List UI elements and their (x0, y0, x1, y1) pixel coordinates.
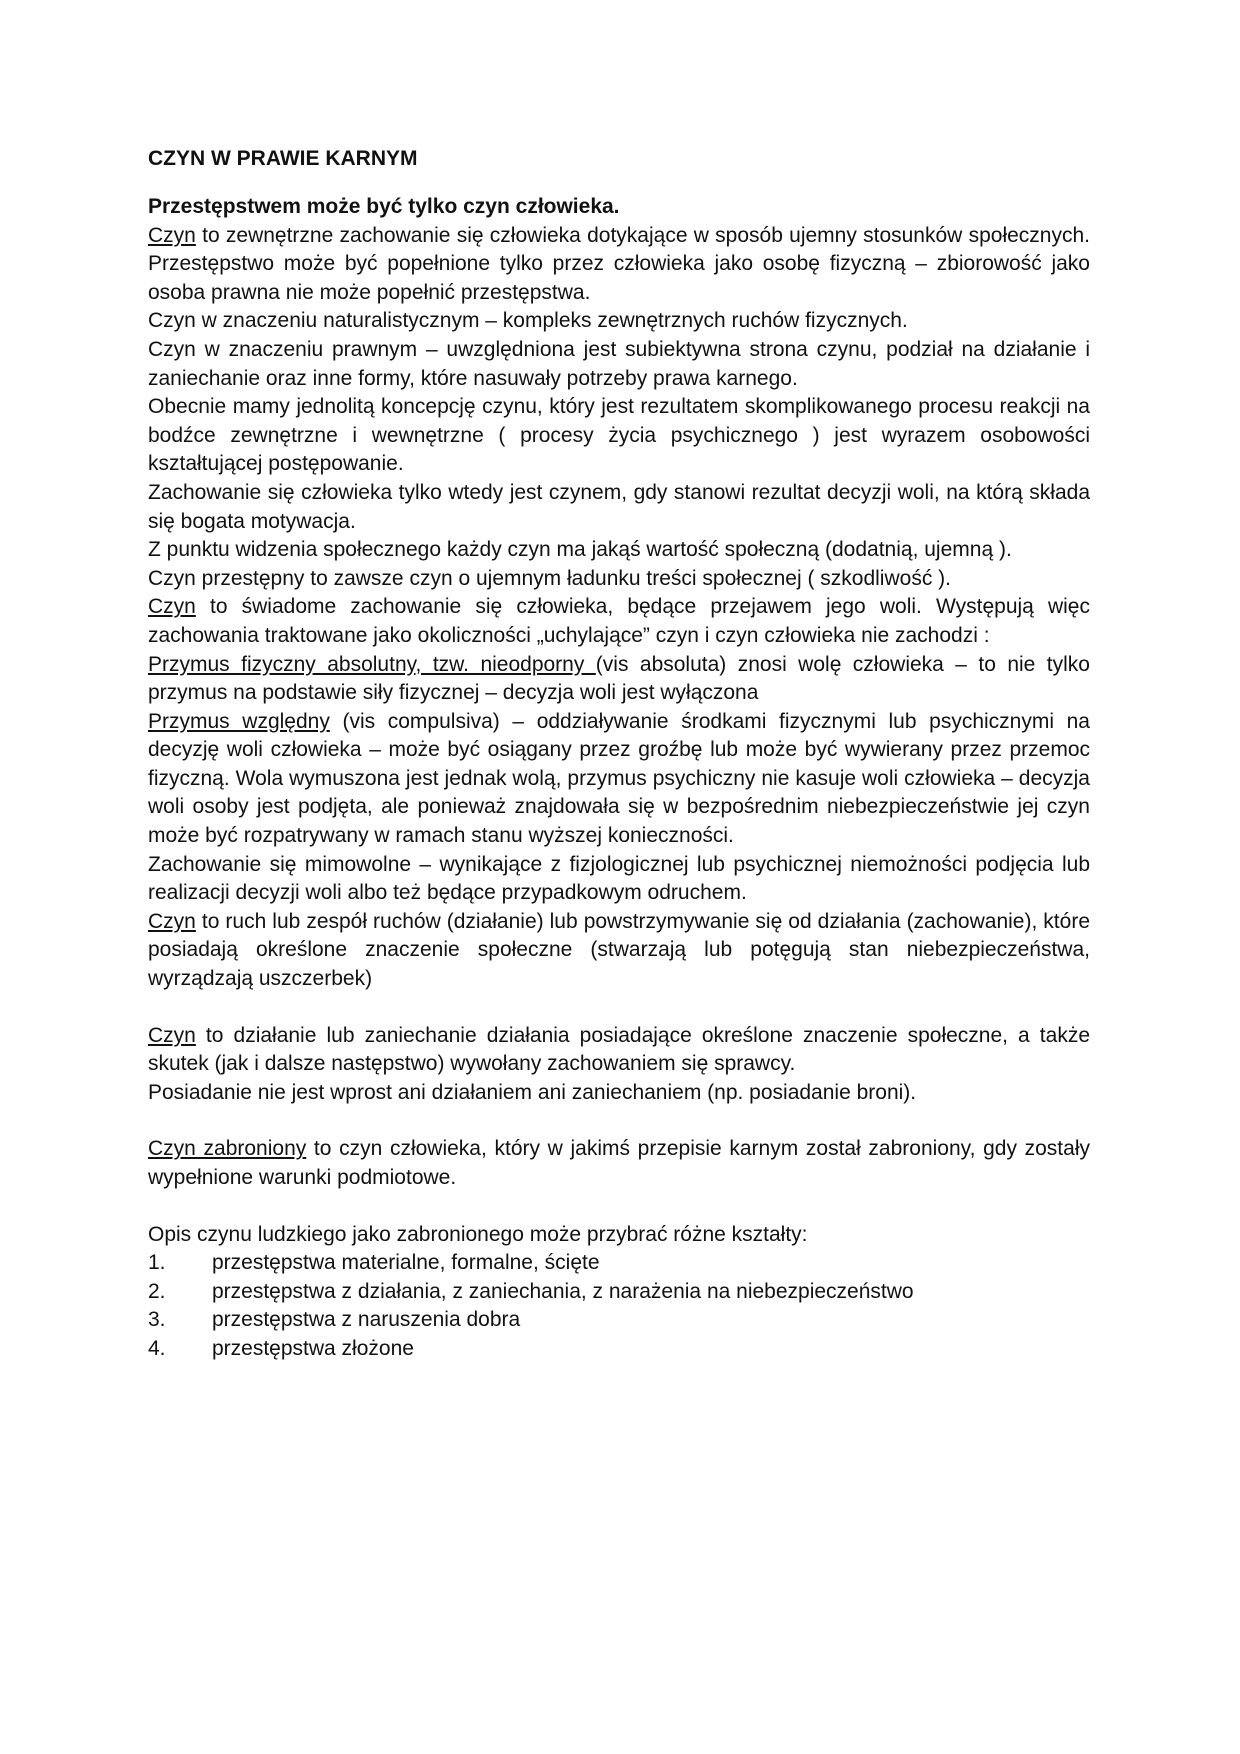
document-title: CZYN W PRAWIE KARNYM (148, 147, 418, 170)
paragraph-text: (vis compulsiva) – oddziaływanie środkami fizycznymi lub psychicznymi na decyzję woli człowieka – może być osiągany przez groźbę lub może być wywierany przez przemoc fizyczną. Wola wymuszona jest jednak wolą, przymus psychiczny nie kasuje woli człowieka – decyzja woli osoby jest podjęta, ale ponieważ znajdowała się w bezpośrednim niebezpieczeństwie jej czyn może być rozpatrywany w ramach stanu wyższej konieczności. (148, 709, 1090, 848)
paragraph-text: (vis absoluta) znosi wolę człowieka – to nie tylko przymus na podstawie siły fizycznej – decyzja woli jest wyłączona (148, 652, 1090, 705)
list-number: 1. (148, 1251, 166, 1275)
paragraph-text: to działanie lub zaniechanie działania posiadające określone znaczenie społeczne, a także skutek (jak i dalsze następstwo) wywołany zachowaniem się sprawcy. (148, 1023, 1090, 1076)
paragraph-text: to ruch lub zespół ruchów (działanie) lub powstrzymywanie się od działania (zachowanie), które posiadają określone znaczenie społeczne (stwarzają lub potęgują stan niebezpieczeństwa, wyrządzają uszczerbek) (148, 909, 1090, 991)
list-item (148, 1306, 1090, 1335)
list-number: 3. (148, 1308, 166, 1332)
paragraph: Czyn przestępny to zawsze czyn o ujemnym ładunku treści społecznej ( szkodliwość ). (148, 566, 951, 590)
underlined-term: Czyn (148, 1023, 196, 1047)
paragraph: Czyn w znaczeniu naturalistycznym – kompleks zewnętrznych ruchów fizycznych. (148, 309, 908, 333)
paragraph-text: to czyn człowieka, który w jakimś przepisie karnym został zabroniony, gdy zostały wypełnione warunki podmiotowe. (148, 1137, 1090, 1189)
list-text: przestępstwa złożone (212, 1336, 414, 1360)
list-number: 2. (148, 1279, 166, 1303)
underlined-term: Czyn (148, 595, 196, 619)
spacer (148, 1193, 1090, 1221)
underlined-term: Czyn (148, 223, 196, 247)
paragraph (148, 908, 1090, 994)
paragraph: Opis czynu ludzkiego jako zabronionego może przybrać różne kształty: (148, 1222, 808, 1246)
paragraph: Obecnie mamy jednolitą koncepcję czynu, który jest rezultatem skomplikowanego procesu reakcji na bodźce zewnętrzne i wewnętrzne ( procesy życia psychicznego ) jest wyrazem osobowości kształtującej postępowanie. (148, 395, 1090, 476)
underlined-term: Czyn zabroniony (148, 1137, 307, 1161)
list-item (148, 1335, 1090, 1364)
paragraph (148, 593, 1090, 650)
document-body (148, 145, 1090, 1364)
paragraph-text: to świadome zachowanie się człowieka, będące przejawem jego woli. Występują więc zachowania traktowane jako okoliczności „uchylające” czyn i czyn człowieka nie zachodzi : (148, 595, 1090, 647)
underlined-term: Przymus fizyczny absolutny, tzw. nieodporny (148, 652, 596, 676)
paragraph (148, 222, 1090, 308)
list-text: przestępstwa materialne, formalne, ścięte (212, 1251, 600, 1275)
paragraph-text: to zewnętrzne zachowanie się człowieka dotykające w sposób ujemny stosunków społecznych. Przestępstwo może być popełnione tylko przez człowieka jako osobę fizyczną – zbiorowość jako osoba prawna nie może popełnić przestępstwa. (148, 223, 1090, 304)
list-number: 4. (148, 1336, 166, 1360)
list-text: przestępstwa z naruszenia dobra (212, 1308, 521, 1332)
list-item (148, 1278, 1090, 1307)
paragraph: Zachowanie się człowieka tylko wtedy jest czynem, gdy stanowi rezultat decyzji woli, na którą składa się bogata motywacja. (148, 480, 1090, 533)
section-heading: Przestępstwem może być tylko czyn człowieka. (148, 195, 620, 218)
paragraph: Czyn w znaczeniu prawnym – uwzględniona jest subiektywna strona czynu, podział na działanie i zaniechanie oraz inne formy, które nasuwały potrzeby prawa karnego. (148, 337, 1090, 390)
underlined-term: Czyn (148, 909, 196, 933)
numbered-list (148, 1249, 1090, 1363)
paragraph (148, 1022, 1090, 1079)
list-item (148, 1249, 1090, 1278)
underlined-term: Przymus względny (148, 709, 330, 733)
paragraph (148, 1135, 1090, 1192)
paragraph (148, 708, 1090, 851)
paragraph (148, 651, 1090, 708)
paragraph: Zachowanie się mimowolne – wynikające z fizjologicznej lub psychicznej niemożności podjęcia lub realizacji decyzji woli albo też będące przypadkowym odruchem. (148, 852, 1090, 905)
paragraph: Posiadanie nie jest wprost ani działaniem ani zaniechaniem (np. posiadanie broni). (148, 1080, 917, 1104)
list-text: przestępstwa z działania, z zaniechania, z narażenia na niebezpieczeństwo (212, 1279, 914, 1303)
paragraph: Z punktu widzenia społecznego każdy czyn ma jakąś wartość społeczną (dodatnią, ujemną ). (148, 538, 1012, 562)
spacer (148, 994, 1090, 1022)
spacer (148, 1107, 1090, 1135)
